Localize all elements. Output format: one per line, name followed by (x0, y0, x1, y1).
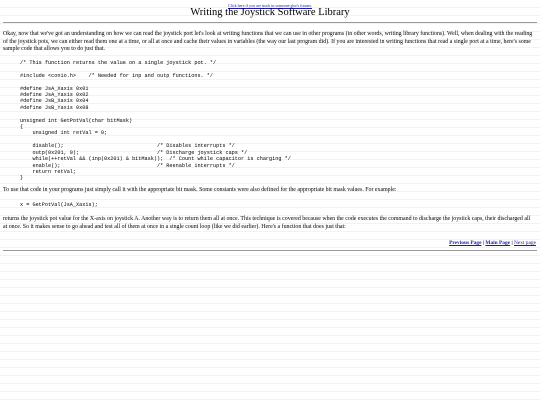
intro-paragraph: Okay, now that we've got an understanding on how we can read the joystick port let's look at writing functions that we can use in other programs (in other words, writing library functions). Well, when dealing with the reading of the joystick pots, we can either read them one at a time, or all at once and cache their values in variables (the way our last program did). If you are interested in writing functions that read a single port at a time, here's some sample code that allows you to do just that. (3, 31, 533, 53)
nav-separator: | (482, 240, 485, 246)
page-title: Writing the Joystick Software Library (190, 7, 350, 18)
main-page-link[interactable]: Main Page (485, 240, 511, 246)
explanation-paragraph: returns the joystick pot value for the X-axis on joystick A. Another way is to return them all at once. This technique is covered because when the code executes the command to discharge the joystick caps, their discharged all at once. So it makes sense to go ahead and test all of them at once in a single count loop (like we did earlier). Here's a function that does just that: (3, 216, 531, 230)
top-divider (3, 22, 537, 23)
next-page-link[interactable]: Next page (513, 240, 536, 246)
usage-paragraph: To use that code in your programs just simply call it with the appropriate bit mask. Some constants were also defined for the appropriate bit mask values. For example: (3, 187, 397, 193)
frames-escape-link[interactable]: Click here if you are stuck in someone else's frames. (227, 3, 313, 8)
previous-page-link[interactable]: Previous Page (449, 240, 482, 246)
usage-code-example: x = GetPotVal(JsA_Xaxis); (20, 202, 98, 208)
getpotval-code-block: /* This function returns the value on a single joystick pot. */ #include <conio.h> /* Needed for inp and outp functions. */ #define JsA_Xaxis 0x01 #define JsA_Yaxis 0x02 #define JsB_Xaxis 0x04 #define JsB_Yaxis 0x08 unsigned int GetPotVal(char bitMask) { unsigned int retVal = 0; disable(); /* Disables interrupts */ outp(0x201, 0); /* Discharge joystick caps */ while(++retVal && (inp(0x201) & bitMask)); /* Count while capacitor is charging */ enable(); /* Reenable interrupts */ return retVal; } (20, 60, 291, 182)
nav-separator: | (511, 240, 513, 246)
bottom-divider (3, 250, 537, 251)
page-navigation (449, 240, 536, 246)
